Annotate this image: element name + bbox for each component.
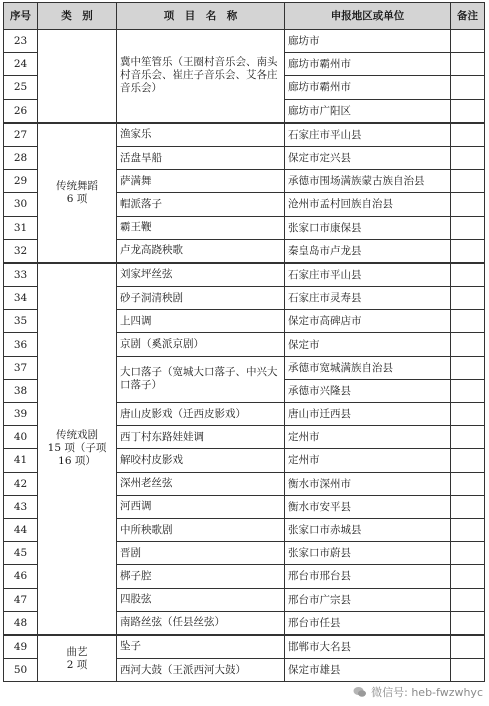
- remark-cell: [451, 146, 485, 169]
- project-cell: 四股弦: [117, 588, 285, 611]
- header-seq: 序号: [4, 3, 38, 30]
- project-cell: 冀中笙管乐（王圈村音乐会、南头村音乐会、崔庄子音乐会、艾各庄音乐会）: [117, 30, 285, 123]
- project-cell: 南路丝弦（任县丝弦）: [117, 611, 285, 635]
- project-cell: 砂子洞清秧剧: [117, 287, 285, 310]
- watermark-text: 微信号: heb-fwzwhyc: [371, 686, 483, 699]
- region-cell: 张家口市蔚县: [285, 542, 451, 565]
- header-remark: 备注: [451, 3, 485, 30]
- remark-cell: [451, 170, 485, 193]
- region-cell: 承德市宽城满族自治县: [285, 356, 451, 379]
- region-cell: 保定市: [285, 333, 451, 356]
- remark-cell: [451, 123, 485, 147]
- seq-cell: 37: [4, 356, 38, 379]
- remark-cell: [451, 30, 485, 53]
- region-cell: 张家口市康保县: [285, 216, 451, 239]
- table-body: [4, 30, 485, 682]
- project-cell: 坠子: [117, 635, 285, 659]
- seq-cell: 48: [4, 611, 38, 635]
- project-cell: 深州老丝弦: [117, 472, 285, 495]
- project-cell: 中所秧歌剧: [117, 518, 285, 541]
- project-cell: 刘家坪丝弦: [117, 263, 285, 287]
- table-row: [4, 123, 485, 147]
- seq-cell: 42: [4, 472, 38, 495]
- region-cell: 沧州市孟村回族自治县: [285, 193, 451, 216]
- seq-cell: 25: [4, 76, 38, 99]
- region-cell: 承德市兴隆县: [285, 379, 451, 402]
- remark-cell: [451, 611, 485, 635]
- seq-cell: 43: [4, 495, 38, 518]
- region-cell: 廊坊市霸州市: [285, 76, 451, 99]
- seq-cell: 26: [4, 99, 38, 123]
- project-cell: 梆子腔: [117, 565, 285, 588]
- region-cell: 衡水市深州市: [285, 472, 451, 495]
- region-cell: 衡水市安平县: [285, 495, 451, 518]
- seq-cell: 32: [4, 239, 38, 263]
- project-cell: 解咬村皮影戏: [117, 449, 285, 472]
- remark-cell: [451, 310, 485, 333]
- region-cell: 定州市: [285, 426, 451, 449]
- region-cell: 邢台市邢台县: [285, 565, 451, 588]
- remark-cell: [451, 518, 485, 541]
- remark-cell: [451, 379, 485, 402]
- region-cell: 邯郸市大名县: [285, 635, 451, 659]
- seq-cell: 23: [4, 30, 38, 53]
- seq-cell: 47: [4, 588, 38, 611]
- remark-cell: [451, 403, 485, 426]
- seq-cell: 39: [4, 403, 38, 426]
- remark-cell: [451, 99, 485, 123]
- project-cell: 卢龙高跷秧歌: [117, 239, 285, 263]
- remark-cell: [451, 76, 485, 99]
- project-cell: 大口落子（宽城大口落子、中兴大口落子）: [117, 356, 285, 402]
- remark-cell: [451, 263, 485, 287]
- table-row: [4, 635, 485, 659]
- region-cell: 廊坊市霸州市: [285, 53, 451, 76]
- seq-cell: 30: [4, 193, 38, 216]
- remark-cell: [451, 356, 485, 379]
- seq-cell: 35: [4, 310, 38, 333]
- project-cell: 萨满舞: [117, 170, 285, 193]
- region-cell: 秦皇岛市卢龙县: [285, 239, 451, 263]
- remark-cell: [451, 588, 485, 611]
- seq-cell: 45: [4, 542, 38, 565]
- seq-cell: 46: [4, 565, 38, 588]
- project-cell: 晋剧: [117, 542, 285, 565]
- seq-cell: 38: [4, 379, 38, 402]
- seq-cell: 33: [4, 263, 38, 287]
- project-cell: 帽派落子: [117, 193, 285, 216]
- region-cell: 廊坊市广阳区: [285, 99, 451, 123]
- category-cell: 传统舞蹈 6 项: [38, 123, 117, 263]
- watermark: [353, 684, 483, 700]
- remark-cell: [451, 287, 485, 310]
- project-cell: 西丁村东路娃娃调: [117, 426, 285, 449]
- region-cell: 石家庄市平山县: [285, 263, 451, 287]
- region-cell: 石家庄市平山县: [285, 123, 451, 147]
- remark-cell: [451, 542, 485, 565]
- project-cell: 河西调: [117, 495, 285, 518]
- remark-cell: [451, 239, 485, 263]
- seq-cell: 40: [4, 426, 38, 449]
- table-row: [4, 30, 485, 53]
- project-cell: 西河大鼓（王派西河大鼓）: [117, 659, 285, 682]
- project-cell: 活盘旱船: [117, 146, 285, 169]
- project-cell: 上四调: [117, 310, 285, 333]
- header-project: 项 目 名 称: [117, 3, 285, 30]
- header-category: 类 别: [38, 3, 117, 30]
- region-cell: 廊坊市: [285, 30, 451, 53]
- region-cell: 保定市高碑店市: [285, 310, 451, 333]
- seq-cell: 24: [4, 53, 38, 76]
- remark-cell: [451, 193, 485, 216]
- region-cell: 张家口市赤城县: [285, 518, 451, 541]
- category-cell: 曲艺 2 项: [38, 635, 117, 682]
- seq-cell: 41: [4, 449, 38, 472]
- heritage-table: [3, 2, 485, 682]
- seq-cell: 36: [4, 333, 38, 356]
- remark-cell: [451, 659, 485, 682]
- remark-cell: [451, 472, 485, 495]
- project-cell: 渔家乐: [117, 123, 285, 147]
- header-row: [4, 3, 485, 30]
- remark-cell: [451, 333, 485, 356]
- project-cell: 霸王鞭: [117, 216, 285, 239]
- region-cell: 保定市定兴县: [285, 146, 451, 169]
- region-cell: 邢台市广宗县: [285, 588, 451, 611]
- seq-cell: 27: [4, 123, 38, 147]
- region-cell: 定州市: [285, 449, 451, 472]
- header-region: 申报地区或单位: [285, 3, 451, 30]
- remark-cell: [451, 53, 485, 76]
- region-cell: 石家庄市灵寿县: [285, 287, 451, 310]
- project-cell: 唐山皮影戏（迁西皮影戏）: [117, 403, 285, 426]
- project-cell: 京剧（奚派京剧）: [117, 333, 285, 356]
- remark-cell: [451, 426, 485, 449]
- seq-cell: 44: [4, 518, 38, 541]
- category-cell: [38, 30, 117, 123]
- region-cell: 唐山市迁西县: [285, 403, 451, 426]
- remark-cell: [451, 635, 485, 659]
- seq-cell: 49: [4, 635, 38, 659]
- remark-cell: [451, 495, 485, 518]
- seq-cell: 28: [4, 146, 38, 169]
- remark-cell: [451, 216, 485, 239]
- remark-cell: [451, 449, 485, 472]
- seq-cell: 50: [4, 659, 38, 682]
- region-cell: 保定市雄县: [285, 659, 451, 682]
- remark-cell: [451, 565, 485, 588]
- region-cell: 承德市围场满族蒙古族自治县: [285, 170, 451, 193]
- region-cell: 邢台市任县: [285, 611, 451, 635]
- category-cell: 传统戏剧 15 项（子项 16 项）: [38, 263, 117, 635]
- table-row: [4, 263, 485, 287]
- seq-cell: 34: [4, 287, 38, 310]
- seq-cell: 29: [4, 170, 38, 193]
- wechat-icon: [353, 685, 367, 699]
- seq-cell: 31: [4, 216, 38, 239]
